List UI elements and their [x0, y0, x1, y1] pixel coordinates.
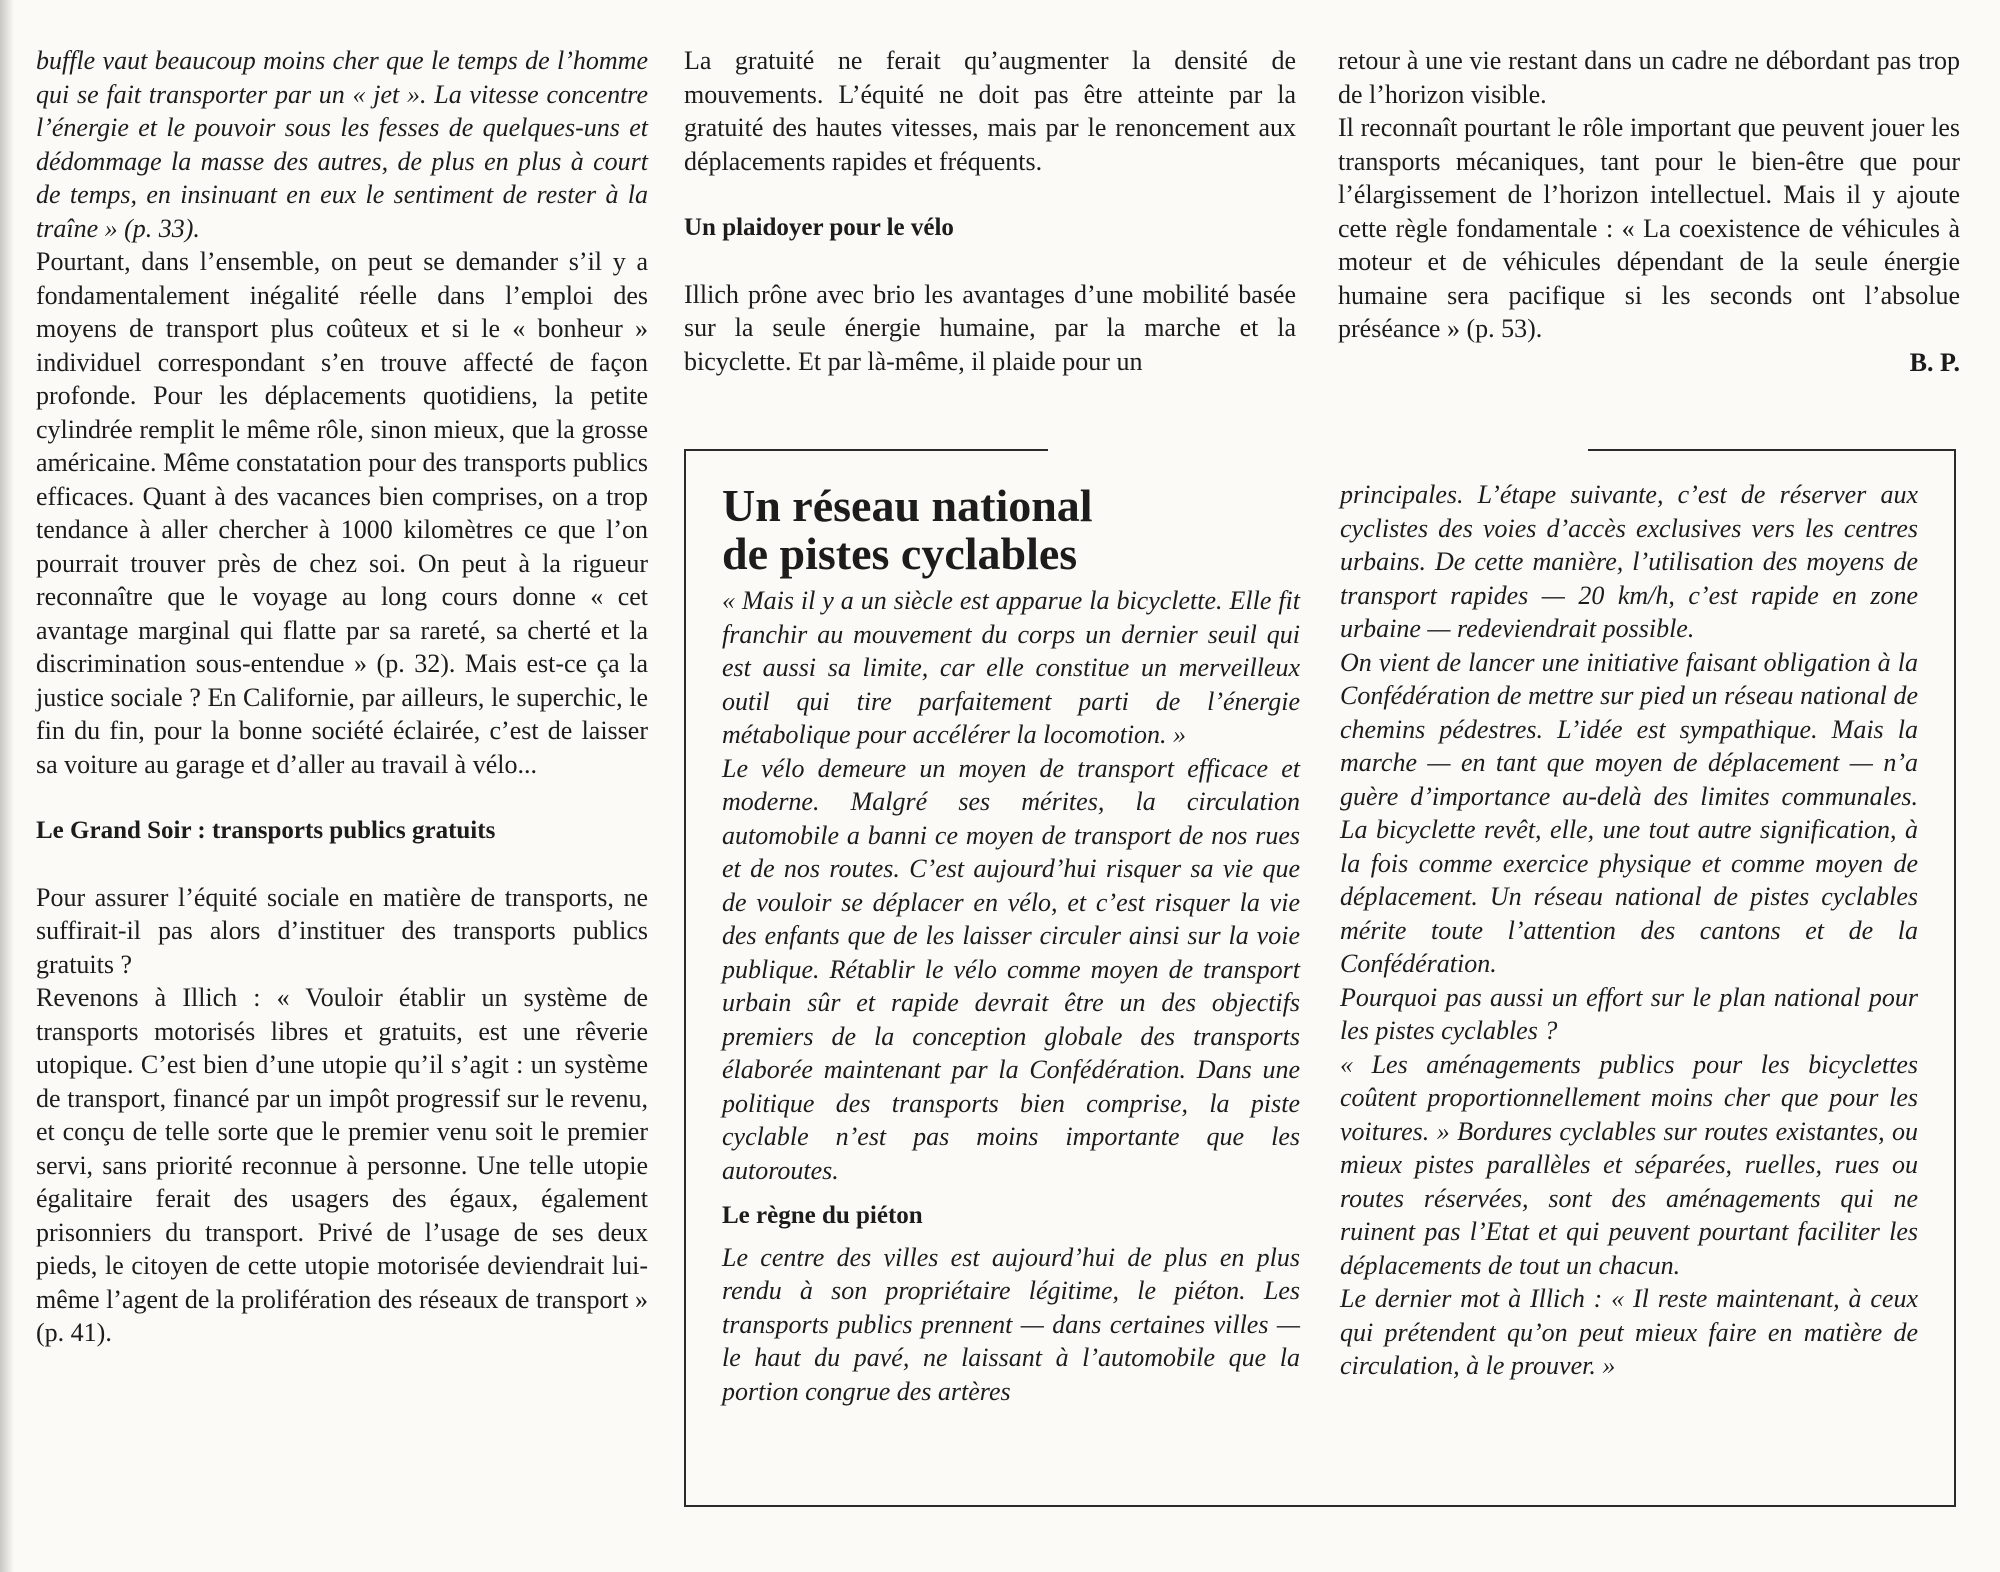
- paragraph: Pourquoi pas aussi un effort sur le plan national pour les pistes cyclables ?: [1340, 982, 1918, 1045]
- article-column-3: [1338, 44, 1960, 379]
- paragraph: « Mais il y a un siècle est apparue la bicyclette. Elle fit franchir au mouvement du corps un dernier seuil qui est aussi sa limite, car elle constitue un merveilleux outil qui tire parfaitement parti de l’énergie métabolique pour accélérer la locomotion. »: [722, 586, 1300, 749]
- article-column-1: [36, 44, 648, 1350]
- paragraph: Il reconnaît pourtant le rôle important que peuvent jouer les transports mécaniques, tant pour le bien-être que pour l’élargissement de l’horizon intellectuel. Mais il y ajoute cette règle fondamentale : « La coexistence de véhicules à moteur et de véhicules dépendant de la seule énergie humaine sera pacifique si les seconds ont l’absolue préséance » (p. 53).: [1338, 113, 1960, 343]
- paragraph: Le centre des villes est aujourd’hui de plus en plus rendu à son propriétaire légitime, le piéton. Les transports publics prennent — dans certaines villes — le haut du pavé, ne laissant à l’automobile que la portion congrue des artères: [722, 1242, 1300, 1406]
- boxed-article-title: [722, 482, 1300, 578]
- paragraph: La gratuité ne ferait qu’augmenter la densité de mouvements. L’équité ne doit pas être atteinte par la gratuité des hautes vitesses, mais par le renoncement aux déplacements rapides et fréquents.: [684, 46, 1296, 176]
- frame-gap: [1048, 445, 1588, 455]
- paragraph: « Les aménagements publics pour les bicyclettes coûtent proportionnellement moins cher que pour les voitures. » Bordures cyclables sur routes existantes, ou mieux pistes parallèles et séparées, ruelles, rues ou routes réservées, sont des aménagements qui ne ruinent pas l’Etat et qui peuvent pourtant faciliter les déplacements de tout un chacun.: [1340, 1049, 1918, 1280]
- paragraph: Revenons à Illich : « Vouloir établir un système de transports motorisés libres et gratuits, est une rêverie utopique. C’est bien d’une utopie qu’il s’agit : un système de transport, financé par un impôt progressif sur le revenu, et conçu de telle sorte que le premier venu soit le premier servi, sans priorité reconnue à personne. Une telle utopie égalitaire ferait des usagers des égaux, également prisonniers du transport. Privé de l’usage de ses deux pieds, le citoyen de cette utopie motorisée deviendrait lui-même l’agent de la prolifération des réseaux de transport » (p. 41).: [36, 983, 648, 1347]
- paragraph: retour à une vie restant dans un cadre ne débordant pas trop de l’horizon visible.: [1338, 46, 1960, 109]
- paragraph: Le dernier mot à Illich : « Il reste maintenant, à ceux qui prétendent qu’on peut mieux faire en matière de circulation, à le prouver. »: [1340, 1284, 1918, 1380]
- paragraph: principales. L’étape suivante, c’est de réserver aux cyclistes des voies d’accès exclusives vers les centres urbains. De cette manière, l’utilisation des moyens de transport rapides — 20 km/h, c’est rapide en zone urbaine — redeviendrait possible.: [1340, 480, 1918, 643]
- paragraph: Illich prône avec brio les avantages d’une mobilité basée sur la seule énergie humaine, par la marche et la bicyclette. Et par là-même, il plaide pour un: [684, 279, 1296, 376]
- page-binding-edge: [0, 0, 14, 1572]
- section-heading-grand-soir: Le Grand Soir : transports publics gratuits: [36, 817, 496, 844]
- boxed-article-left-column: [722, 482, 1300, 1408]
- paragraph: Pourtant, dans l’ensemble, on peut se demander s’il y a fondamentalement inégalité réelle dans l’emploi des moyens de transport plus coûteux et si le « bonheur » individuel correspondant s’en trouve affecté de façon profonde. Pour les déplacements quotidiens, la petite cylindrée remplit le même rôle, sinon mieux, que la grosse américaine. Même constatation pour des transports publics efficaces. Quant à des vacances bien comprises, on a trop tendance à aller chercher à 1000 kilomètres ce que l’on pourrait trouver près de chez soi. On peut à la rigueur reconnaître que le voyage au long cours donne « cet avantage marginal qui flatte par sa rareté, sa cherté et la discrimination sous-entendue » (p. 32). Mais est-ce ça la justice sociale ? En Californie, par ailleurs, le superchic, le fin du fin, pour la bonne société éclairée, c’est de laisser sa voiture au garage et d’aller au travail à vélo...: [36, 247, 648, 779]
- section-heading-pieton: Le règne du piéton: [722, 1202, 923, 1229]
- quote-continuation: buffle vaut beaucoup moins cher que le temps de l’homme qui se fait transporter par un « jet ». La vitesse concentre l’énergie et le pouvoir sous les fesses de quelques-uns et dédommage la masse des autres, de plus en plus à court de temps, en insinuant en eux le sentiment de rester à la traîne » (p. 33).: [36, 46, 648, 243]
- title-line-1: Un réseau national: [722, 480, 1093, 531]
- article-column-2: [684, 44, 1296, 378]
- boxed-article-right-column: [1340, 478, 1918, 1383]
- paragraph: Pour assurer l’équité sociale en matière de transports, ne suffirait-il pas alors d’instituer des transports publics gratuits ?: [36, 882, 648, 979]
- title-line-2: de pistes cyclables: [722, 528, 1078, 579]
- paragraph: Le vélo demeure un moyen de transport efficace et moderne. Malgré ses mérites, la circulation automobile a banni ce moyen de transport de nos rues et de nos routes. C’est aujourd’hui risquer sa vie que de vouloir se déplacer en vélo, et c’est risquer la vie des enfants que de les laisser circuler ainsi sur la voie publique. Rétablir le vélo comme moyen de transport urbain sûr et rapide devrait être un des objectifs premiers de la conception globale des transports élaborée maintenant par la Confédération. Dans une politique des transports bien comprise, la piste cyclable n’est pas moins importante que les autoroutes.: [722, 753, 1300, 1185]
- paragraph: On vient de lancer une initiative faisant obligation à la Confédération de mettre sur pied un réseau national de chemins pédestres. L’idée est sympathique. Mais la marche — en tant que moyen de déplacement — n’a guère d’importance au-delà des limites communales. La bicyclette revêt, elle, une tout autre signification, à la fois comme exercice physique et comme moyen de déplacement. Un réseau national de pistes cyclables mérite toute l’attention des cantons et de la Confédération.: [1340, 647, 1918, 978]
- author-signature: B. P.: [1909, 347, 1960, 377]
- section-heading-velo: Un plaidoyer pour le vélo: [684, 214, 954, 241]
